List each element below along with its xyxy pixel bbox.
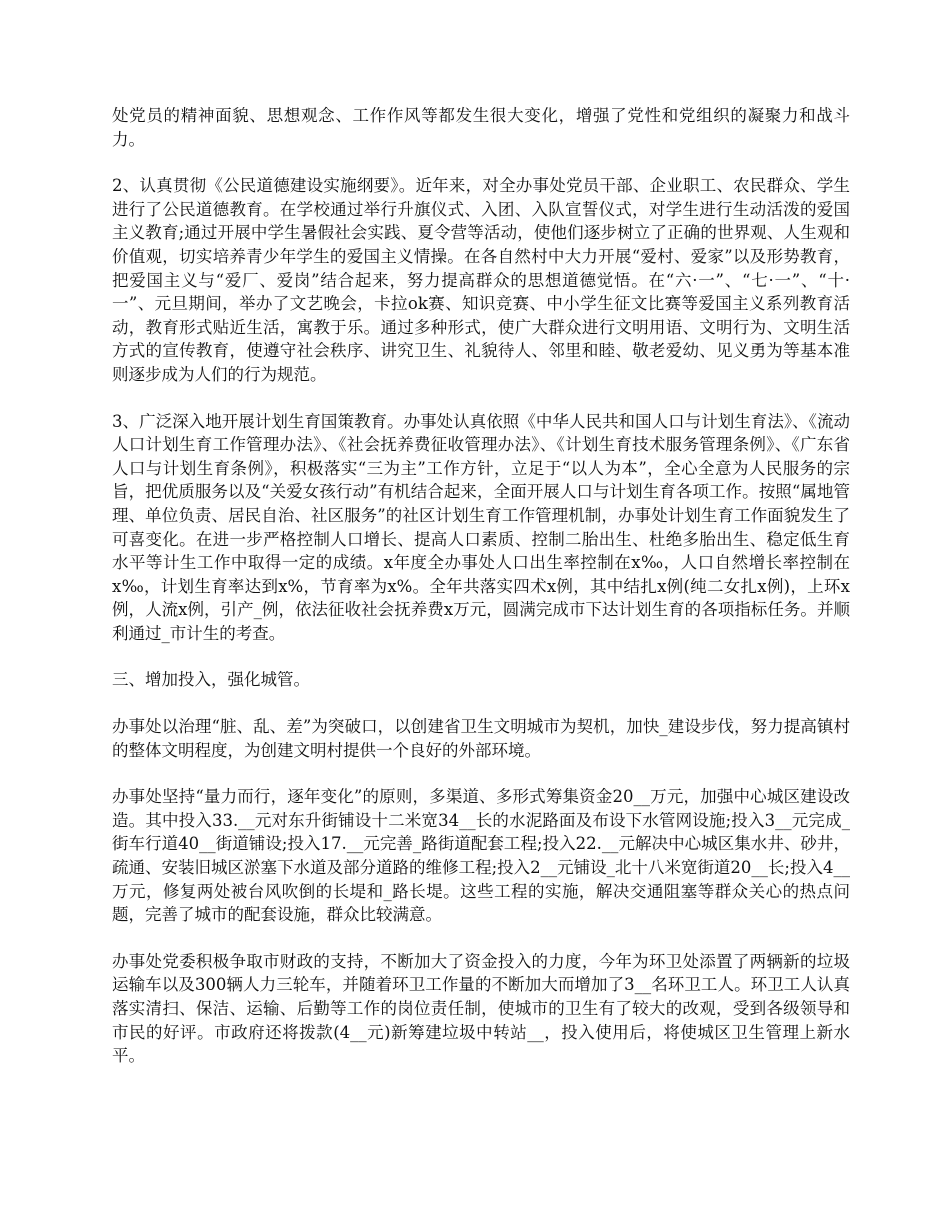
paragraph-party-spirit: 处党员的精神面貌、思想观念、工作作风等都发生很大变化，增强了党性和党组织的凝聚力和战斗力。 bbox=[112, 106, 850, 149]
section-heading-investment: 三、增加投入，强化城管。 bbox=[112, 670, 310, 690]
paragraph-family-planning: 3、广泛深入地开展计划生育国策教育。办事处认真依照《中华人民共和国人口与计划生育法》、《流动人口计划生育工作管理办法》、《社会抚养费征收管理办法》、《计划生育技术服务管理条例》、《广东省人口与计划生育条例》，积极落实“三为主”工作方针，立足于“以人为本”，全心全意为人民服务的宗旨，把优质服务以及“关爱女孩行动”有机结合起来，全面开展人口与计划生育各项工作。按照“属地管理、单位负责、居民自治、社区服务”的社区计划生育工作管理机制，办事处计划生育工作面貌发生了可喜变化。在进一步严格控制人口增长、提高人口素质、控制二胎出生、杜绝多胎出生、稳定低生育水平等计生工作中取得一定的成绩。x年度全办事处人口出生率控制在x‰，人口自然增长率控制在x‰，计划生育率达到x%，节育率为x%。全年共落实四术x例，其中结扎x例(纯二女扎x例)，上环x例，人流x例，引产_例，依法征收社会抚养费x万元，圆满完成市下达计划生育的各项指标任务。并顺利通过_市计生的考查。 bbox=[112, 411, 850, 643]
paragraph-infrastructure-funding: 办事处坚持“量力而行，逐年变化”的原则，多渠道、多形式筹集资金20__万元，加强中心城区建设改造。其中投入33.__元对东升街铺设十二米宽34__长的水泥路面及布设下水管网设施;投入3__元完成_街车行道40__街道铺设;投入17.__元完善_路街道配套工程;投入22.__元解决中心城区集水井、砂井，疏通、安装旧城区淤塞下水道及部分道路的维修工程;投入2__元铺设_北十八米宽街道20__长;投入4__万元，修复两处被台风吹倒的长堤和_路长堤。这些工程的实施，解决交通阻塞等群众关心的热点问题，完善了城市的配套设施，群众比较满意。 bbox=[112, 787, 850, 925]
paragraph-sanitation-goal: 办事处以治理“脏、乱、差”为突破口，以创建省卫生文明城市为契机，加快_建设步伐，努力提高镇村的整体文明程度，为创建文明村提供一个良好的外部环境。 bbox=[112, 717, 850, 760]
paragraph-civic-morality: 2、认真贯彻《公民道德建设实施纲要》。近年来，对全办事处党员干部、企业职工、农民群众、学生进行了公民道德教育。在学校通过举行升旗仪式、入团、入队宣誓仪式，对学生进行生动活泼的爱国主义教育;通过开展中学生暑假社会实践、夏令营等活动，使他们逐步树立了正确的世界观、人生观和价值观，切实培养青少年学生的爱国主义情操。在各自然村中大力开展“爱村、爱家”以及形势教育，把爱国主义与“爱厂、爱岗”结合起来，努力提高群众的思想道德觉悟。在“六·一”、“七·一”、“十·一”、元旦期间，举办了文艺晚会，卡拉ok赛、知识竞赛、中小学生征文比赛等爱国主义系列教育活动，教育形式贴近生活，寓教于乐。通过多种形式，使广大群众进行文明用语、文明行为、文明生活方式的宣传教育，使遵守社会秩序、讲究卫生、礼貌待人、邻里和睦、敬老爱幼、见义勇为等基本准则逐步成为人们的行为规范。 bbox=[112, 176, 850, 384]
paragraph-sanitation-workers: 办事处党委积极争取市财政的支持，不断加大了资金投入的力度，今年为环卫处添置了两辆新的垃圾运输车以及300辆人力三轮车，并随着环卫工作量的不断加大而增加了3__名环卫工人。环卫工人认真落实清扫、保洁、运输、后勤等工作的岗位责任制，使城市的卫生有了较大的改观，受到各级领导和市民的好评。市政府还将拨款(4__元)新筹建垃圾中转站__，投入使用后，将使城区卫生管理上新水平。 bbox=[112, 951, 850, 1066]
document-body bbox=[112, 104, 850, 1091]
